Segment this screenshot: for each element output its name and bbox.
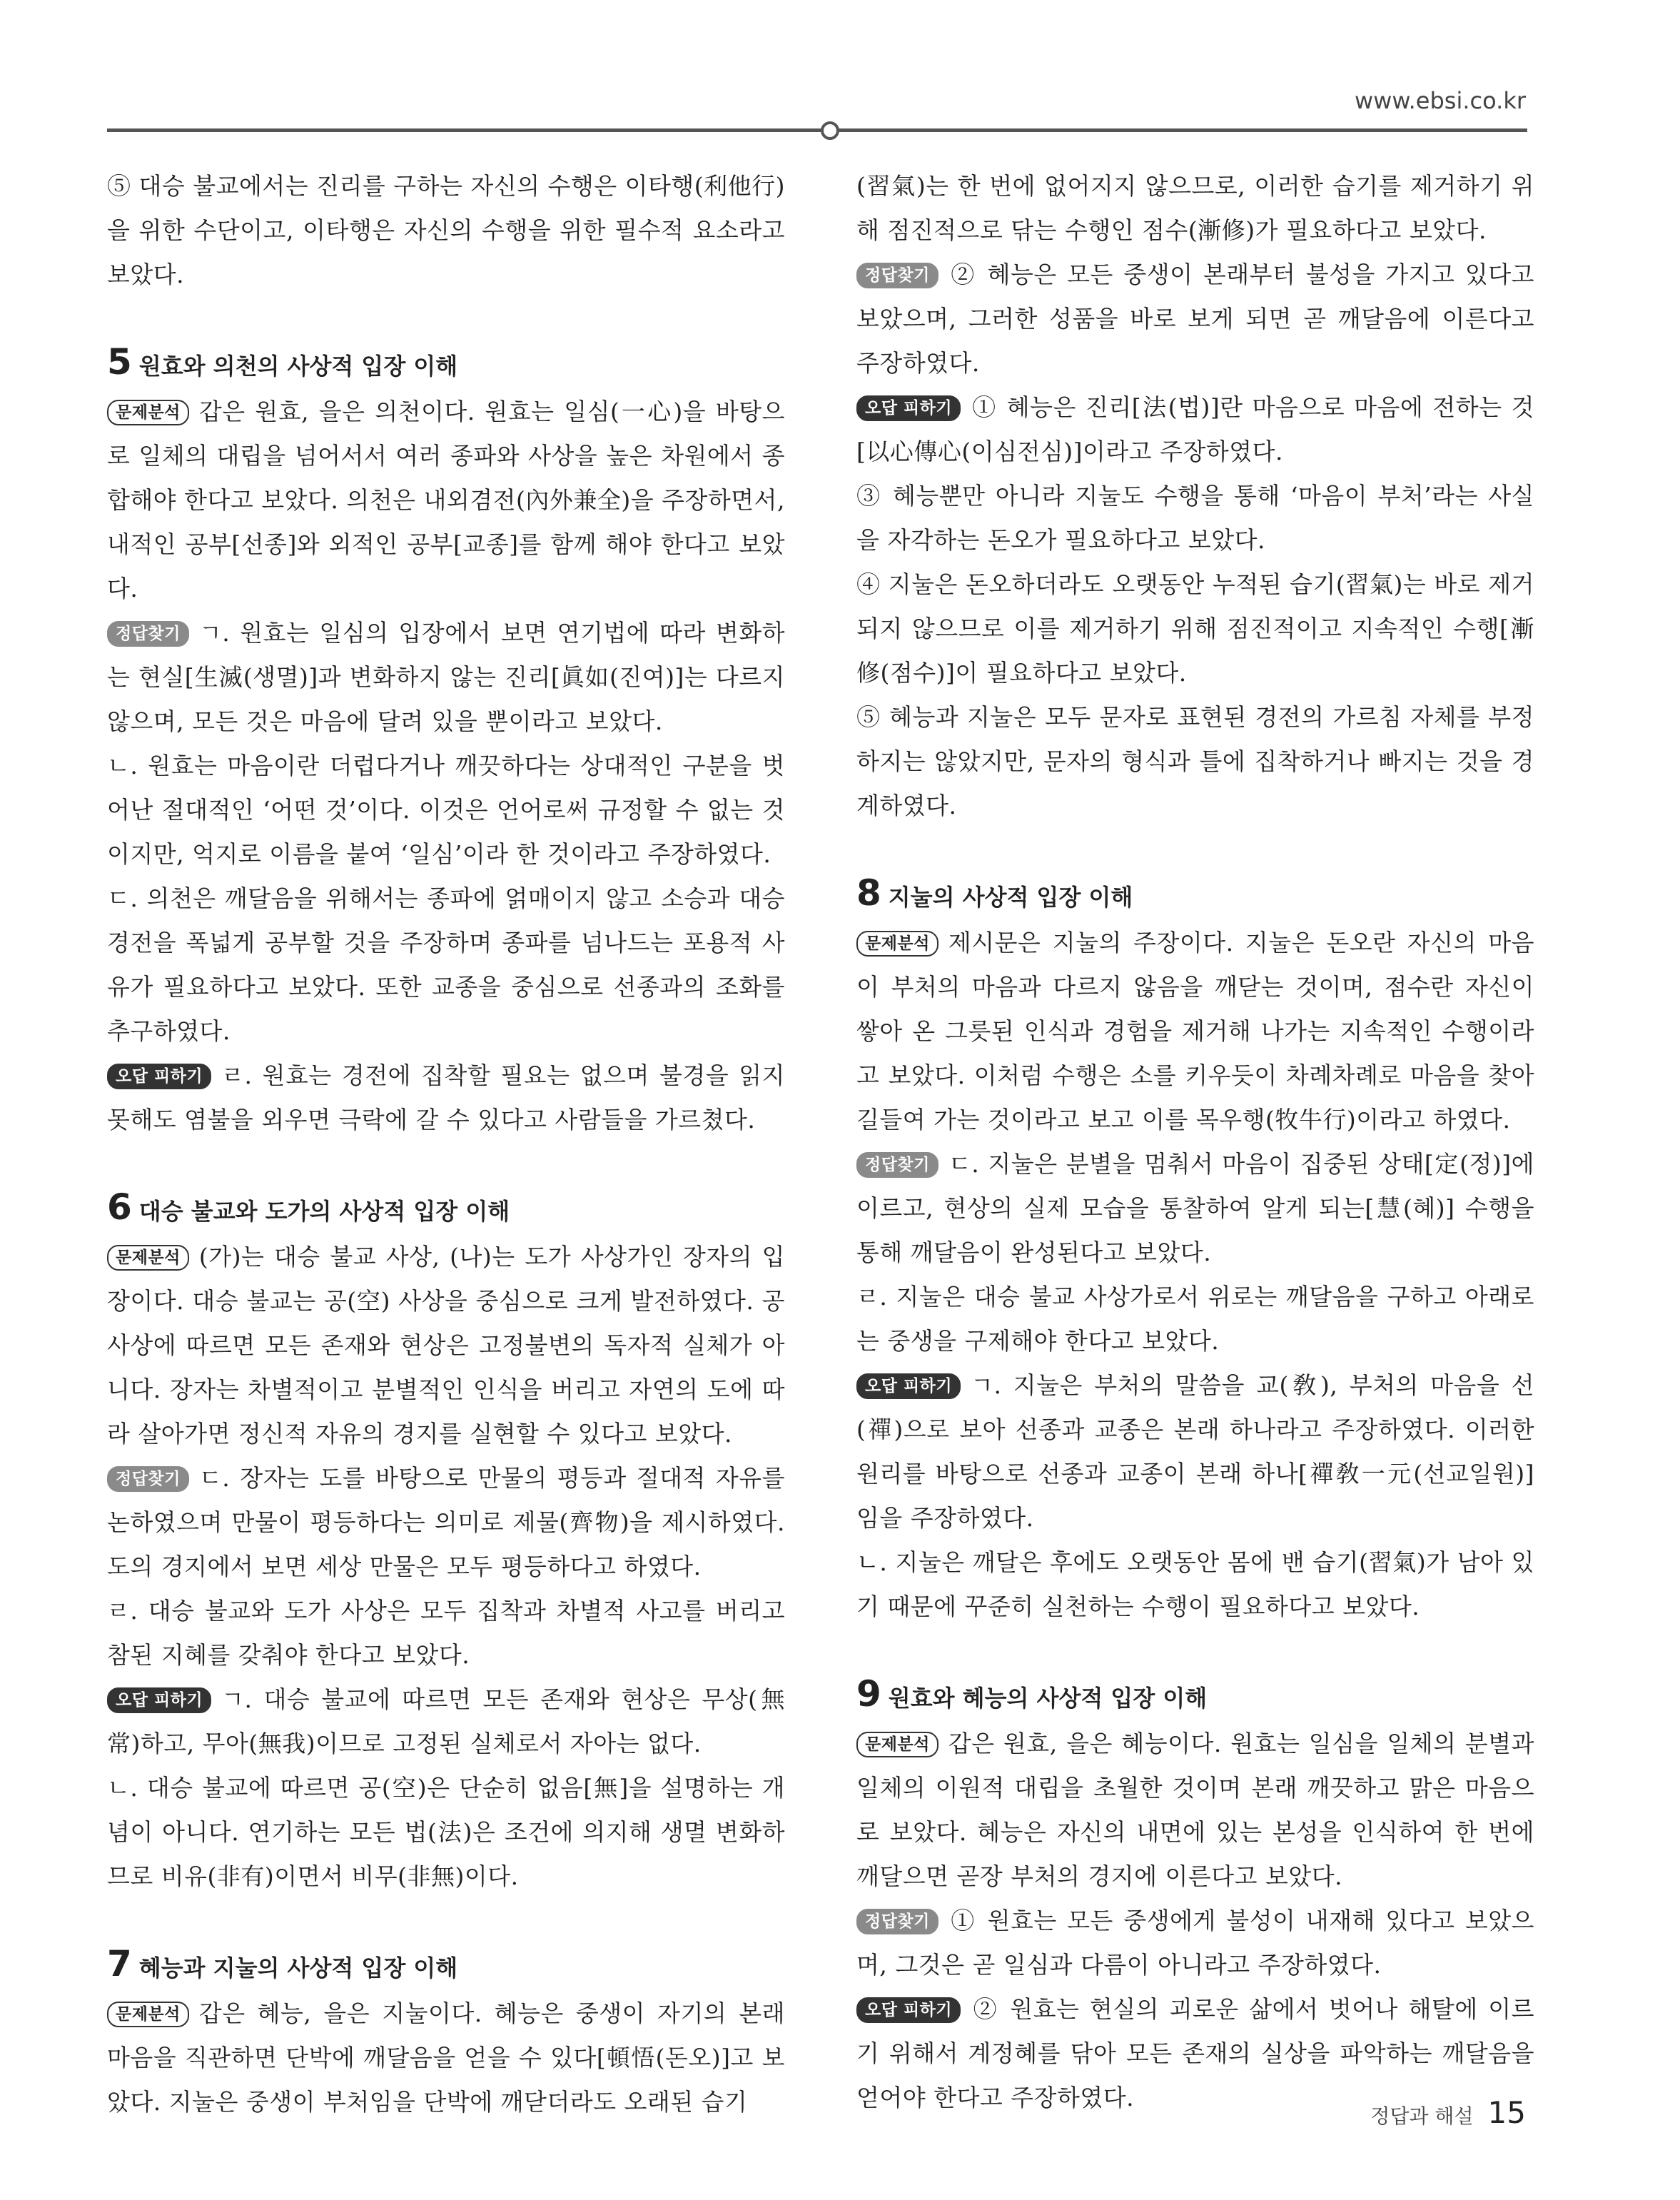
section-title bbox=[107, 341, 785, 383]
right-column bbox=[856, 164, 1534, 2120]
avoid-text: ② 원효는 현실의 괴로운 삶에서 벗어나 해탈에 이르기 위해서 계정혜를 닦아 모든 존재의 실상을 파악하는 깨달음을 얻어야 한다고 주장하였다. bbox=[856, 1995, 1534, 2111]
rule-line bbox=[107, 128, 1527, 132]
answer-text: ① 원효는 모든 중생에게 불성이 내재해 있다고 보았으며, 그것은 곧 일심과 다름이 아니라고 주장하였다. bbox=[856, 1907, 1534, 1979]
answer-detail: ㄴ. 원효는 마음이란 더럽다거나 깨끗하다는 상대적인 구분을 벗어난 절대적인 ‘어떤 것’이다. 이것은 언어로써 규정할 수 없는 것이지만, 억지로 이름을 붙여 ‘일심’이라 한 것이라고 주장하였다. bbox=[107, 752, 785, 868]
analysis-text: 갑은 원효, 을은 의천이다. 원효는 일심(一心)을 바탕으로 일체의 대립을 넘어서서 여러 종파와 사상을 높은 차원에서 종합해야 한다고 보았다. 의천은 내외겸전(內外兼全)을 주장하면서, 내적인 공부[선종]와 외적인 공부[교종]를 함께 해야 한다고 보았다. bbox=[107, 398, 785, 602]
section-5 bbox=[107, 341, 785, 1142]
avoid-tag: 오답 피하기 bbox=[856, 395, 961, 421]
intro-paragraph: ⑤ 대승 불교에서는 진리를 구하는 자신의 수행은 이타행(利他行)을 위한 수단이고, 이타행은 자신의 수행을 위한 필수적 요소라고 보았다. bbox=[107, 172, 785, 288]
analysis-paragraph bbox=[107, 1235, 785, 1456]
section-title bbox=[107, 1186, 785, 1228]
answer-detail: ㄹ. 대승 불교와 도가 사상은 모두 집착과 차별적 사고를 버리고 참된 지혜를 갖춰야 한다고 보았다. bbox=[107, 1597, 785, 1669]
analysis-paragraph bbox=[107, 1992, 785, 2124]
section-8 bbox=[856, 872, 1534, 1629]
avoid-text: ㄱ. 지눌은 부처의 말씀을 교(敎), 부처의 마음을 선(禪)으로 보아 선종과 교종은 본래 하나라고 주장하였다. 이러한 원리를 바탕으로 선종과 교종이 본래 하나[禪敎一元(선교일원)]임을 주장하였다. bbox=[856, 1371, 1534, 1532]
avoid-tag: 오답 피하기 bbox=[107, 1064, 211, 1089]
analysis-paragraph bbox=[107, 390, 785, 611]
continued-paragraph: (習氣)는 한 번에 없어지지 않으므로, 이러한 습기를 제거하기 위해 점진적으로 닦는 수행인 점수(漸修)가 필요하다고 보았다. bbox=[856, 172, 1534, 244]
answer-text: ② 혜능은 모든 중생이 본래부터 불성을 가지고 있다고 보았으며, 그러한 성품을 바로 보게 되면 곧 깨달음에 이른다고 주장하였다. bbox=[856, 261, 1534, 377]
section-title bbox=[856, 872, 1534, 914]
avoid-paragraph bbox=[107, 1054, 785, 1142]
section-7 bbox=[107, 1943, 785, 2124]
avoid-detail: ㄴ. 대승 불교에 따르면 공(空)은 단순히 없음[無]을 설명하는 개념이 아니다. 연기하는 모든 법(法)은 조건에 의지해 생멸 변화하므로 비유(非有)이면서 비무(非無)이다. bbox=[107, 1774, 785, 1890]
section-title-text: 대승 불교와 도가의 사상적 입장 이해 bbox=[138, 1198, 510, 1225]
analysis-text: 갑은 혜능, 을은 지눌이다. 혜능은 중생이 자기의 본래 마음을 직관하면 단박에 깨달음을 얻을 수 있다[頓悟(돈오)]고 보았다. 지눌은 중생이 부처임을 단박에 깨닫더라도 오래된 습기 bbox=[107, 1999, 785, 2116]
section-number: 9 bbox=[856, 1673, 880, 1715]
avoid-detail: ③ 혜능뿐만 아니라 지눌도 수행을 통해 ‘마음이 부처’라는 사실을 자각하는 돈오가 필요하다고 보았다. bbox=[856, 482, 1534, 554]
footer-label: 정답과 해설 bbox=[1370, 2104, 1474, 2128]
answer-paragraph bbox=[107, 1456, 785, 1589]
avoid-text: ㄹ. 원효는 경전에 집착할 필요는 없으며 불경을 읽지 못해도 염불을 외우면 극락에 갈 수 있다고 사람들을 가르쳤다. bbox=[107, 1061, 785, 1134]
site-url: www.ebsi.co.kr bbox=[1355, 87, 1526, 114]
answer-text: ㄷ. 장자는 도를 바탕으로 만물의 평등과 절대적 자유를 논하였으며 만물이 평등하다는 의미로 제물(齊物)을 제시하였다. 도의 경지에서 보면 세상 만물은 모두 평등하다고 하였다. bbox=[107, 1464, 785, 1580]
analysis-text: 갑은 원효, 을은 혜능이다. 원효는 일심을 일체의 분별과 일체의 이원적 대립을 초월한 것이며 본래 깨끗하고 맑은 마음으로 보았다. 혜능은 자신의 내면에 있는 본성을 인식하여 한 번에 깨달으면 곧장 부처의 경지에 이른다고 보았다. bbox=[856, 1730, 1534, 1890]
rule-dot bbox=[821, 121, 839, 140]
section-number: 8 bbox=[856, 872, 880, 914]
section-number: 5 bbox=[107, 341, 131, 383]
avoid-paragraph bbox=[107, 1677, 785, 1766]
analysis-tag: 문제분석 bbox=[856, 931, 938, 957]
avoid-text: ① 혜능은 진리[法(법)]란 마음으로 마음에 전하는 것[以心傳心(이심전심)]이라고 주장하였다. bbox=[856, 393, 1534, 465]
section-6 bbox=[107, 1186, 785, 1899]
answer-text: ㄷ. 지눌은 분별을 멈춰서 마음이 집중된 상태[定(정)]에 이르고, 현상의 실제 모습을 통찰하여 알게 되는[慧(혜)] 수행을 통해 깨달음이 완성된다고 보았다. bbox=[856, 1150, 1534, 1266]
page-footer bbox=[1370, 2095, 1526, 2130]
avoid-tag: 오답 피하기 bbox=[856, 1373, 961, 1399]
analysis-tag: 문제분석 bbox=[107, 2002, 189, 2027]
answer-paragraph bbox=[856, 1142, 1534, 1275]
section-title-text: 원효와 의천의 사상적 입장 이해 bbox=[138, 353, 458, 380]
analysis-tag: 문제분석 bbox=[107, 400, 189, 425]
answer-detail: ㄷ. 의천은 깨달음을 위해서는 종파에 얽매이지 않고 소승과 대승 경전을 폭넓게 공부할 것을 주장하며 종파를 넘나드는 포용적 사유가 필요하다고 보았다. 또한 교종을 중심으로 선종과의 조화를 추구하였다. bbox=[107, 884, 785, 1045]
answer-paragraph bbox=[856, 253, 1534, 385]
section-9 bbox=[856, 1673, 1534, 2120]
analysis-tag: 문제분석 bbox=[107, 1245, 189, 1271]
answer-detail: ㄹ. 지눌은 대승 불교 사상가로서 위로는 깨달음을 구하고 아래로는 중생을 구제해야 한다고 보았다. bbox=[856, 1283, 1534, 1355]
section-number: 6 bbox=[107, 1186, 131, 1228]
avoid-detail: ⑤ 혜능과 지눌은 모두 문자로 표현된 경전의 가르침 자체를 부정하지는 않았지만, 문자의 형식과 틀에 집착하거나 빠지는 것을 경계하였다. bbox=[856, 703, 1534, 819]
section-title-text: 혜능과 지눌의 사상적 입장 이해 bbox=[138, 1954, 458, 1982]
answer-tag: 정답찾기 bbox=[856, 1909, 938, 1934]
section-title-text: 원효와 혜능의 사상적 입장 이해 bbox=[888, 1685, 1208, 1712]
section-title bbox=[856, 1673, 1534, 1715]
avoid-tag: 오답 피하기 bbox=[107, 1687, 211, 1713]
avoid-text: ㄱ. 대승 불교에 따르면 모든 존재와 현상은 무상(無常)하고, 무아(無我)이므로 고정된 실체로서 자아는 없다. bbox=[107, 1685, 785, 1757]
avoid-paragraph bbox=[856, 1363, 1534, 1540]
left-column bbox=[107, 164, 785, 2124]
analysis-paragraph bbox=[856, 921, 1534, 1142]
section-number: 7 bbox=[107, 1943, 131, 1984]
answer-tag: 정답찾기 bbox=[856, 263, 938, 288]
avoid-detail: ④ 지눌은 돈오하더라도 오랫동안 누적된 습기(習氣)는 바로 제거되지 않으므로 이를 제거하기 위해 점진적이고 지속적인 수행[漸修(점수)]이 필요하다고 보았다. bbox=[856, 570, 1534, 687]
top-rule bbox=[107, 126, 1527, 136]
analysis-text: (가)는 대승 불교 사상, (나)는 도가 사상가인 장자의 입장이다. 대승 불교는 공(空) 사상을 중심으로 크게 발전하였다. 공 사상에 따르면 모든 존재와 현상은 고정불변의 독자적 실체가 아니다. 장자는 차별적이고 분별적인 인식을 버리고 자연의 도에 따라 살아가면 정신적 자유의 경지를 실현할 수 있다고 보았다. bbox=[107, 1243, 785, 1448]
answer-tag: 정답찾기 bbox=[107, 621, 189, 647]
answer-text: ㄱ. 원효는 일심의 입장에서 보면 연기법에 따라 변화하는 현실[生滅(생멸)]과 변화하지 않는 진리[眞如(진여)]는 다르지 않으며, 모든 것은 마음에 달려 있을 뿐이라고 보았다. bbox=[107, 619, 785, 735]
avoid-detail: ㄴ. 지눌은 깨달은 후에도 오랫동안 몸에 밴 습기(習氣)가 남아 있기 때문에 꾸준히 실천하는 수행이 필요하다고 보았다. bbox=[856, 1548, 1534, 1620]
answer-paragraph bbox=[107, 611, 785, 744]
analysis-tag: 문제분석 bbox=[856, 1732, 938, 1757]
answer-tag: 정답찾기 bbox=[107, 1466, 189, 1492]
section-title-text: 지눌의 사상적 입장 이해 bbox=[888, 884, 1133, 911]
analysis-text: 제시문은 지눌의 주장이다. 지눌은 돈오란 자신의 마음이 부처의 마음과 다르지 않음을 깨닫는 것이며, 점수란 자신이 쌓아 온 그릇된 인식과 경험을 제거해 나가는 지속적인 수행이라고 보았다. 이처럼 수행은 소를 키우듯이 차례차례로 마음을 찾아 길들여 가는 것이라고 보고 이를 목우행(牧牛行)이라고 하였다. bbox=[856, 929, 1534, 1134]
avoid-tag: 오답 피하기 bbox=[856, 1997, 961, 2023]
answer-tag: 정답찾기 bbox=[856, 1152, 938, 1178]
section-title bbox=[107, 1943, 785, 1984]
answer-paragraph bbox=[856, 1899, 1534, 1987]
page-number: 15 bbox=[1487, 2095, 1526, 2130]
analysis-paragraph bbox=[856, 1722, 1534, 1899]
avoid-paragraph bbox=[856, 385, 1534, 474]
